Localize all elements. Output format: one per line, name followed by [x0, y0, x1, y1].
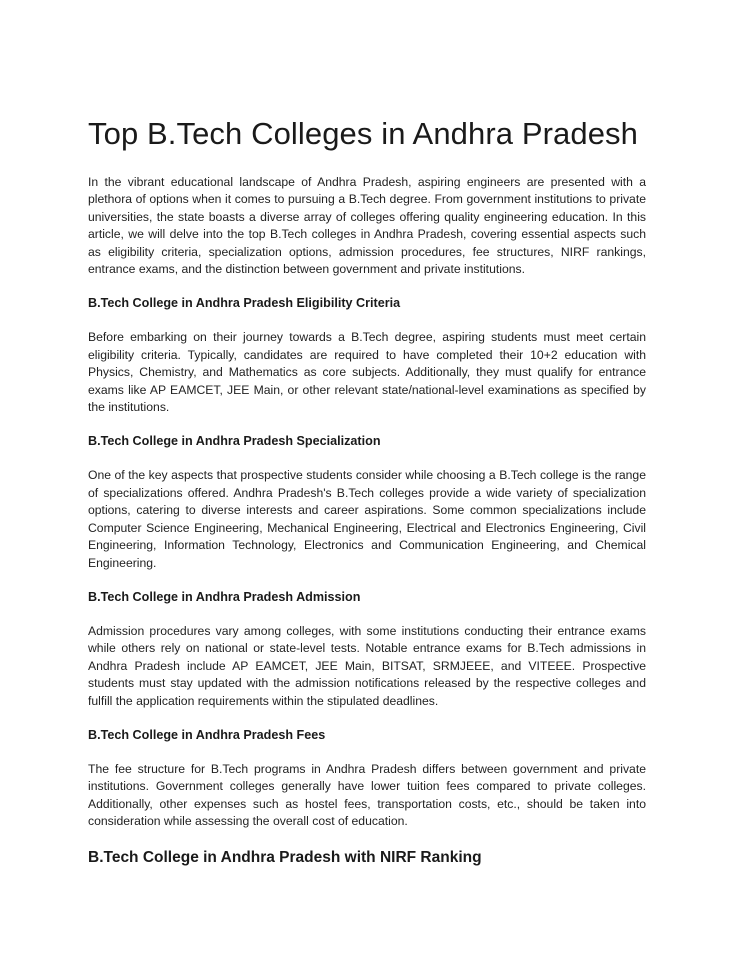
intro-paragraph: In the vibrant educational landscape of Andhra Pradesh, aspiring engineers are presented with a plethora of options when it comes to pursuing a B.Tech degree. From government institutions to private universities, the state boasts a diverse array of colleges offering quality engineering education. In this article, we will delve into the top B.Tech colleges in Andhra Pradesh, covering essential aspects such as eligibility criteria, specialization options, admission procedures, fee structures, NIRF rankings, entrance exams, and the distinction between government and private institutions. — [88, 175, 646, 277]
admission-paragraph: Admission procedures vary among colleges, with some institutions conducting their entrance exams while others rely on national or state-level tests. Notable entrance exams for B.Tech admissions in Andhra Pradesh include AP EAMCET, JEE Main, BITSAT, SRMJEEE, and VITEEE. Prospective students must stay updated with the admission notifications released by the respective colleges and fulfill the application requirements within the stipulated deadlines. — [88, 623, 646, 708]
specialization-paragraph: One of the key aspects that prospective students consider while choosing a B.Tech college is the range of specializations offered. Andhra Pradesh's B.Tech colleges provide a wide variety of specialization options, catering to diverse interests and career aspirations. Some common specializations include Computer Science Engineering, Mechanical Engineering, Electrical and Electronics Engineering, Civil Engineering, Information Technology, Electronics and Communication Engineering, and Chemical Engineering. — [88, 468, 646, 570]
eligibility-heading: B.Tech College in Andhra Pradesh Eligibility Criteria — [88, 296, 401, 311]
nirf-ranking-heading: B.Tech College in Andhra Pradesh with NIRF Ranking — [88, 848, 482, 866]
specialization-heading: B.Tech College in Andhra Pradesh Specialization — [88, 434, 381, 449]
fees-paragraph: The fee structure for B.Tech programs in Andhra Pradesh differs between government and private institutions. Government colleges generally have lower tuition fees compared to private colleges. Additionally, other expenses such as hostel fees, transportation costs, etc., should be taken into consideration while assessing the overall cost of education. — [88, 761, 646, 829]
document-page — [88, 114, 646, 868]
fees-heading: B.Tech College in Andhra Pradesh Fees — [88, 727, 326, 742]
page-title: Top B.Tech Colleges in Andhra Pradesh — [88, 116, 638, 151]
admission-heading: B.Tech College in Andhra Pradesh Admission — [88, 589, 361, 604]
eligibility-paragraph: Before embarking on their journey towards a B.Tech degree, aspiring students must meet certain eligibility criteria. Typically, candidates are required to have completed their 10+2 education with Physics, Chemistry, and Mathematics as core subjects. Additionally, they must qualify for entrance exams like AP EAMCET, JEE Main, or other relevant state/national-level examinations as specified by the institutions. — [88, 330, 646, 415]
